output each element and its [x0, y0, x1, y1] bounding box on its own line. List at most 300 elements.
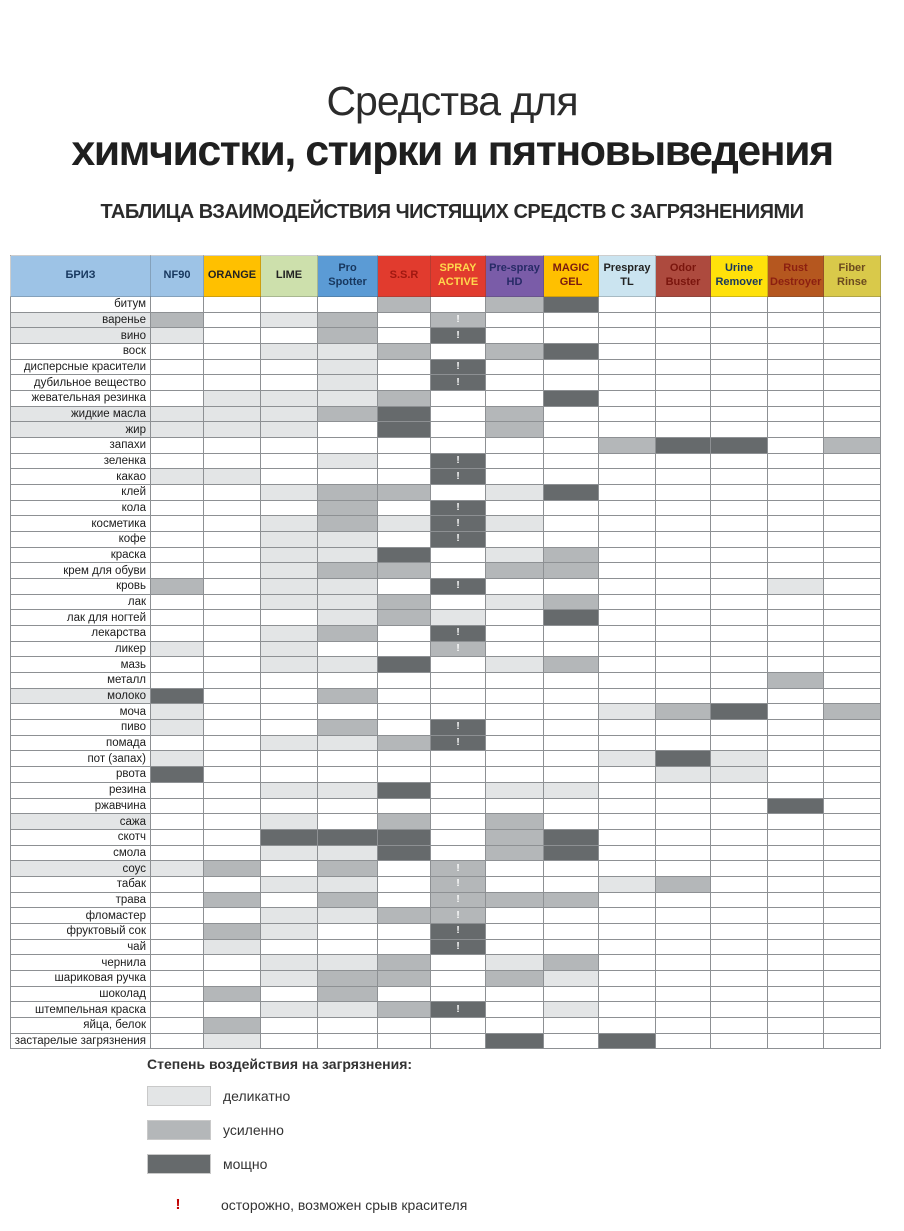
cell [656, 328, 711, 344]
cell [544, 1033, 599, 1049]
cell [151, 344, 204, 360]
cell [151, 375, 204, 391]
cell [824, 500, 881, 516]
cell [486, 970, 544, 986]
cell [204, 594, 261, 610]
cell [151, 610, 204, 626]
cell [151, 845, 204, 861]
row-label: ржавчина [11, 798, 151, 814]
cell [431, 485, 486, 501]
row-label: жевательная резинка [11, 391, 151, 407]
cell [378, 422, 431, 438]
table-header-row [11, 256, 881, 297]
cell [261, 610, 318, 626]
cell [378, 704, 431, 720]
row-label: штемпельная краска [11, 1002, 151, 1018]
row-label: скотч [11, 829, 151, 845]
cell [656, 516, 711, 532]
cell [204, 1002, 261, 1018]
cell [486, 861, 544, 877]
cell [378, 908, 431, 924]
cell [318, 532, 378, 548]
cell [431, 829, 486, 845]
cell [768, 1017, 824, 1033]
cell [318, 892, 378, 908]
cell [486, 798, 544, 814]
cell [431, 594, 486, 610]
cell: ! [431, 469, 486, 485]
cell [261, 500, 318, 516]
row-label: варенье [11, 312, 151, 328]
cell [378, 579, 431, 595]
cell [824, 720, 881, 736]
cell [599, 720, 656, 736]
cell [318, 453, 378, 469]
cell [824, 312, 881, 328]
cell [599, 500, 656, 516]
cell [544, 312, 599, 328]
cell [711, 391, 768, 407]
cell [261, 516, 318, 532]
cell [486, 406, 544, 422]
cell [261, 312, 318, 328]
cell [599, 422, 656, 438]
row-label: фруктовый сок [11, 923, 151, 939]
legend-label-powerful: мощно [223, 1156, 268, 1172]
cell [824, 1002, 881, 1018]
row-label: жир [11, 422, 151, 438]
cell [431, 673, 486, 689]
cell [768, 704, 824, 720]
cell [824, 626, 881, 642]
cell [431, 1017, 486, 1033]
cell [599, 767, 656, 783]
cell [318, 328, 378, 344]
cell [768, 861, 824, 877]
cell [486, 297, 544, 313]
cell [261, 579, 318, 595]
cell [768, 610, 824, 626]
cell [544, 626, 599, 642]
cell [431, 563, 486, 579]
cell [544, 469, 599, 485]
cell [768, 453, 824, 469]
cell [204, 297, 261, 313]
cell [768, 328, 824, 344]
legend-label-enhanced: усиленно [223, 1122, 284, 1138]
cell [711, 751, 768, 767]
cell [544, 516, 599, 532]
cell [599, 986, 656, 1002]
cell [824, 735, 881, 751]
cell [824, 375, 881, 391]
cell [544, 892, 599, 908]
cell [599, 798, 656, 814]
table-row [11, 422, 881, 438]
cell [204, 673, 261, 689]
cell [544, 704, 599, 720]
cell [768, 939, 824, 955]
cell [544, 297, 599, 313]
cell [151, 485, 204, 501]
cell [204, 438, 261, 454]
cell [204, 532, 261, 548]
cell [656, 908, 711, 924]
column-header-fiber-rinse: Fiber Rinse [824, 256, 881, 297]
cell [711, 485, 768, 501]
cell [599, 438, 656, 454]
cell [261, 782, 318, 798]
cell [544, 547, 599, 563]
cell [261, 751, 318, 767]
cell [151, 391, 204, 407]
cell [486, 594, 544, 610]
cell [486, 641, 544, 657]
cell [261, 767, 318, 783]
cell [318, 908, 378, 924]
cell [151, 438, 204, 454]
cell [711, 1033, 768, 1049]
cell [318, 720, 378, 736]
cell [204, 861, 261, 877]
cell [204, 720, 261, 736]
cell [656, 344, 711, 360]
cell [824, 986, 881, 1002]
row-label: смола [11, 845, 151, 861]
cell [486, 767, 544, 783]
cell [599, 469, 656, 485]
table-row [11, 970, 881, 986]
cell [824, 970, 881, 986]
cell [431, 782, 486, 798]
cell: ! [431, 923, 486, 939]
cell [544, 438, 599, 454]
cell [151, 453, 204, 469]
cell [544, 422, 599, 438]
cell [768, 688, 824, 704]
row-label: моча [11, 704, 151, 720]
legend-title: Степень воздействия на загрязнения: [147, 1056, 413, 1072]
cell [378, 829, 431, 845]
cell [318, 579, 378, 595]
cell [711, 422, 768, 438]
table-row [11, 626, 881, 642]
cell [261, 438, 318, 454]
cell [486, 704, 544, 720]
cell [544, 375, 599, 391]
cell [486, 673, 544, 689]
cell: ! [431, 626, 486, 642]
cell [261, 406, 318, 422]
cell [486, 688, 544, 704]
cell [711, 297, 768, 313]
cell [656, 767, 711, 783]
cell [599, 688, 656, 704]
cell [378, 861, 431, 877]
cell [204, 892, 261, 908]
row-label: крем для обуви [11, 563, 151, 579]
cell [711, 500, 768, 516]
cell [378, 438, 431, 454]
cell [656, 735, 711, 751]
cell [378, 516, 431, 532]
cell [151, 406, 204, 422]
table-row [11, 845, 881, 861]
cell [544, 594, 599, 610]
cell [599, 861, 656, 877]
table-row [11, 563, 881, 579]
cell [151, 657, 204, 673]
cell [431, 610, 486, 626]
table-row [11, 391, 881, 407]
cell [544, 876, 599, 892]
row-label: кофе [11, 532, 151, 548]
cell [151, 704, 204, 720]
cell [656, 594, 711, 610]
cell [204, 328, 261, 344]
cell [431, 391, 486, 407]
cell [711, 1002, 768, 1018]
cell [204, 500, 261, 516]
cell [204, 610, 261, 626]
table-row [11, 1033, 881, 1049]
cell [544, 657, 599, 673]
cell [204, 735, 261, 751]
cell [151, 359, 204, 375]
cell [711, 767, 768, 783]
cell [378, 798, 431, 814]
cell [599, 657, 656, 673]
cell [486, 735, 544, 751]
cell [768, 845, 824, 861]
interaction-table [10, 255, 881, 1049]
row-label: кровь [11, 579, 151, 595]
row-label: дубильное вещество [11, 375, 151, 391]
cell [768, 563, 824, 579]
legend-item-delicate [147, 1086, 647, 1106]
page-title-line1: Средства для [326, 78, 578, 124]
cell: ! [431, 579, 486, 595]
cell [204, 876, 261, 892]
cell [151, 751, 204, 767]
cell [656, 469, 711, 485]
cell [544, 1002, 599, 1018]
cell [768, 767, 824, 783]
cell [768, 312, 824, 328]
cell: ! [431, 359, 486, 375]
cell [151, 469, 204, 485]
cell [656, 688, 711, 704]
cell [544, 500, 599, 516]
cell [599, 1033, 656, 1049]
cell [711, 610, 768, 626]
row-label: фломастер [11, 908, 151, 924]
cell [711, 547, 768, 563]
cell [261, 391, 318, 407]
cell [378, 312, 431, 328]
cell [378, 1017, 431, 1033]
cell [599, 876, 656, 892]
cell [318, 704, 378, 720]
cell [544, 861, 599, 877]
cell [544, 328, 599, 344]
cell [711, 876, 768, 892]
cell [204, 704, 261, 720]
legend-swatch-medium [147, 1120, 211, 1140]
table-row [11, 720, 881, 736]
cell [204, 406, 261, 422]
table-row [11, 594, 881, 610]
cell [431, 845, 486, 861]
cell [711, 986, 768, 1002]
cell [824, 657, 881, 673]
cell [599, 892, 656, 908]
cell [768, 375, 824, 391]
cell [486, 500, 544, 516]
table-row [11, 641, 881, 657]
cell [318, 986, 378, 1002]
cell [824, 641, 881, 657]
cell [486, 908, 544, 924]
cell [768, 673, 824, 689]
cell [824, 751, 881, 767]
table-row [11, 657, 881, 673]
cell [204, 688, 261, 704]
cell [656, 438, 711, 454]
cell [824, 344, 881, 360]
table-row [11, 547, 881, 563]
cell [656, 876, 711, 892]
legend-label-warning: осторожно, возможен срыв красителя [221, 1196, 468, 1213]
cell [261, 532, 318, 548]
cell [656, 845, 711, 861]
cell [486, 657, 544, 673]
cell [318, 610, 378, 626]
cell [711, 579, 768, 595]
cell [151, 829, 204, 845]
cell [431, 688, 486, 704]
cell [711, 845, 768, 861]
cell [824, 876, 881, 892]
cell [261, 1033, 318, 1049]
cell [378, 500, 431, 516]
cell [151, 1002, 204, 1018]
row-label: ликер [11, 641, 151, 657]
cell [544, 923, 599, 939]
cell [204, 751, 261, 767]
cell: ! [431, 328, 486, 344]
cell [378, 845, 431, 861]
cell [431, 344, 486, 360]
cell [656, 579, 711, 595]
cell [318, 312, 378, 328]
cell [378, 485, 431, 501]
cell [378, 970, 431, 986]
row-label: вино [11, 328, 151, 344]
cell [261, 688, 318, 704]
cell [656, 814, 711, 830]
cell [656, 751, 711, 767]
cell [151, 876, 204, 892]
table-row [11, 438, 881, 454]
table-row [11, 579, 881, 595]
cell [486, 391, 544, 407]
cell [711, 720, 768, 736]
cell [824, 563, 881, 579]
cell [599, 908, 656, 924]
cell [204, 908, 261, 924]
cell [151, 1017, 204, 1033]
cell [261, 814, 318, 830]
cell [431, 422, 486, 438]
cell [378, 359, 431, 375]
cell [486, 579, 544, 595]
cell [151, 673, 204, 689]
cell [486, 453, 544, 469]
cell [711, 312, 768, 328]
cell [768, 782, 824, 798]
cell: ! [431, 892, 486, 908]
cell [768, 923, 824, 939]
column-header-s-s-r: S.S.R [378, 256, 431, 297]
cell [544, 939, 599, 955]
cell [204, 312, 261, 328]
row-label: соус [11, 861, 151, 877]
cell [599, 814, 656, 830]
cell [318, 970, 378, 986]
cell: ! [431, 641, 486, 657]
cell [656, 641, 711, 657]
table-row [11, 861, 881, 877]
cell [151, 532, 204, 548]
cell [599, 391, 656, 407]
cell [204, 485, 261, 501]
column-header-pro-spotter: Pro Spotter [318, 256, 378, 297]
cell [261, 344, 318, 360]
cell [151, 422, 204, 438]
cell [824, 516, 881, 532]
cell [378, 641, 431, 657]
cell [711, 594, 768, 610]
cell [599, 923, 656, 939]
cell [656, 391, 711, 407]
cell [824, 422, 881, 438]
cell [151, 579, 204, 595]
cell [768, 986, 824, 1002]
cell [599, 939, 656, 955]
cell [824, 328, 881, 344]
cell [318, 673, 378, 689]
row-label: дисперсные красители [11, 359, 151, 375]
cell [378, 688, 431, 704]
row-label: металл [11, 673, 151, 689]
table-row [11, 782, 881, 798]
cell [318, 829, 378, 845]
cell [378, 391, 431, 407]
cell [486, 1002, 544, 1018]
cell [711, 453, 768, 469]
cell: ! [431, 312, 486, 328]
cell [151, 798, 204, 814]
cell [656, 297, 711, 313]
cell [544, 798, 599, 814]
cell [768, 814, 824, 830]
cell [544, 688, 599, 704]
cell [486, 1017, 544, 1033]
cell [486, 626, 544, 642]
table-row [11, 767, 881, 783]
cell [261, 673, 318, 689]
